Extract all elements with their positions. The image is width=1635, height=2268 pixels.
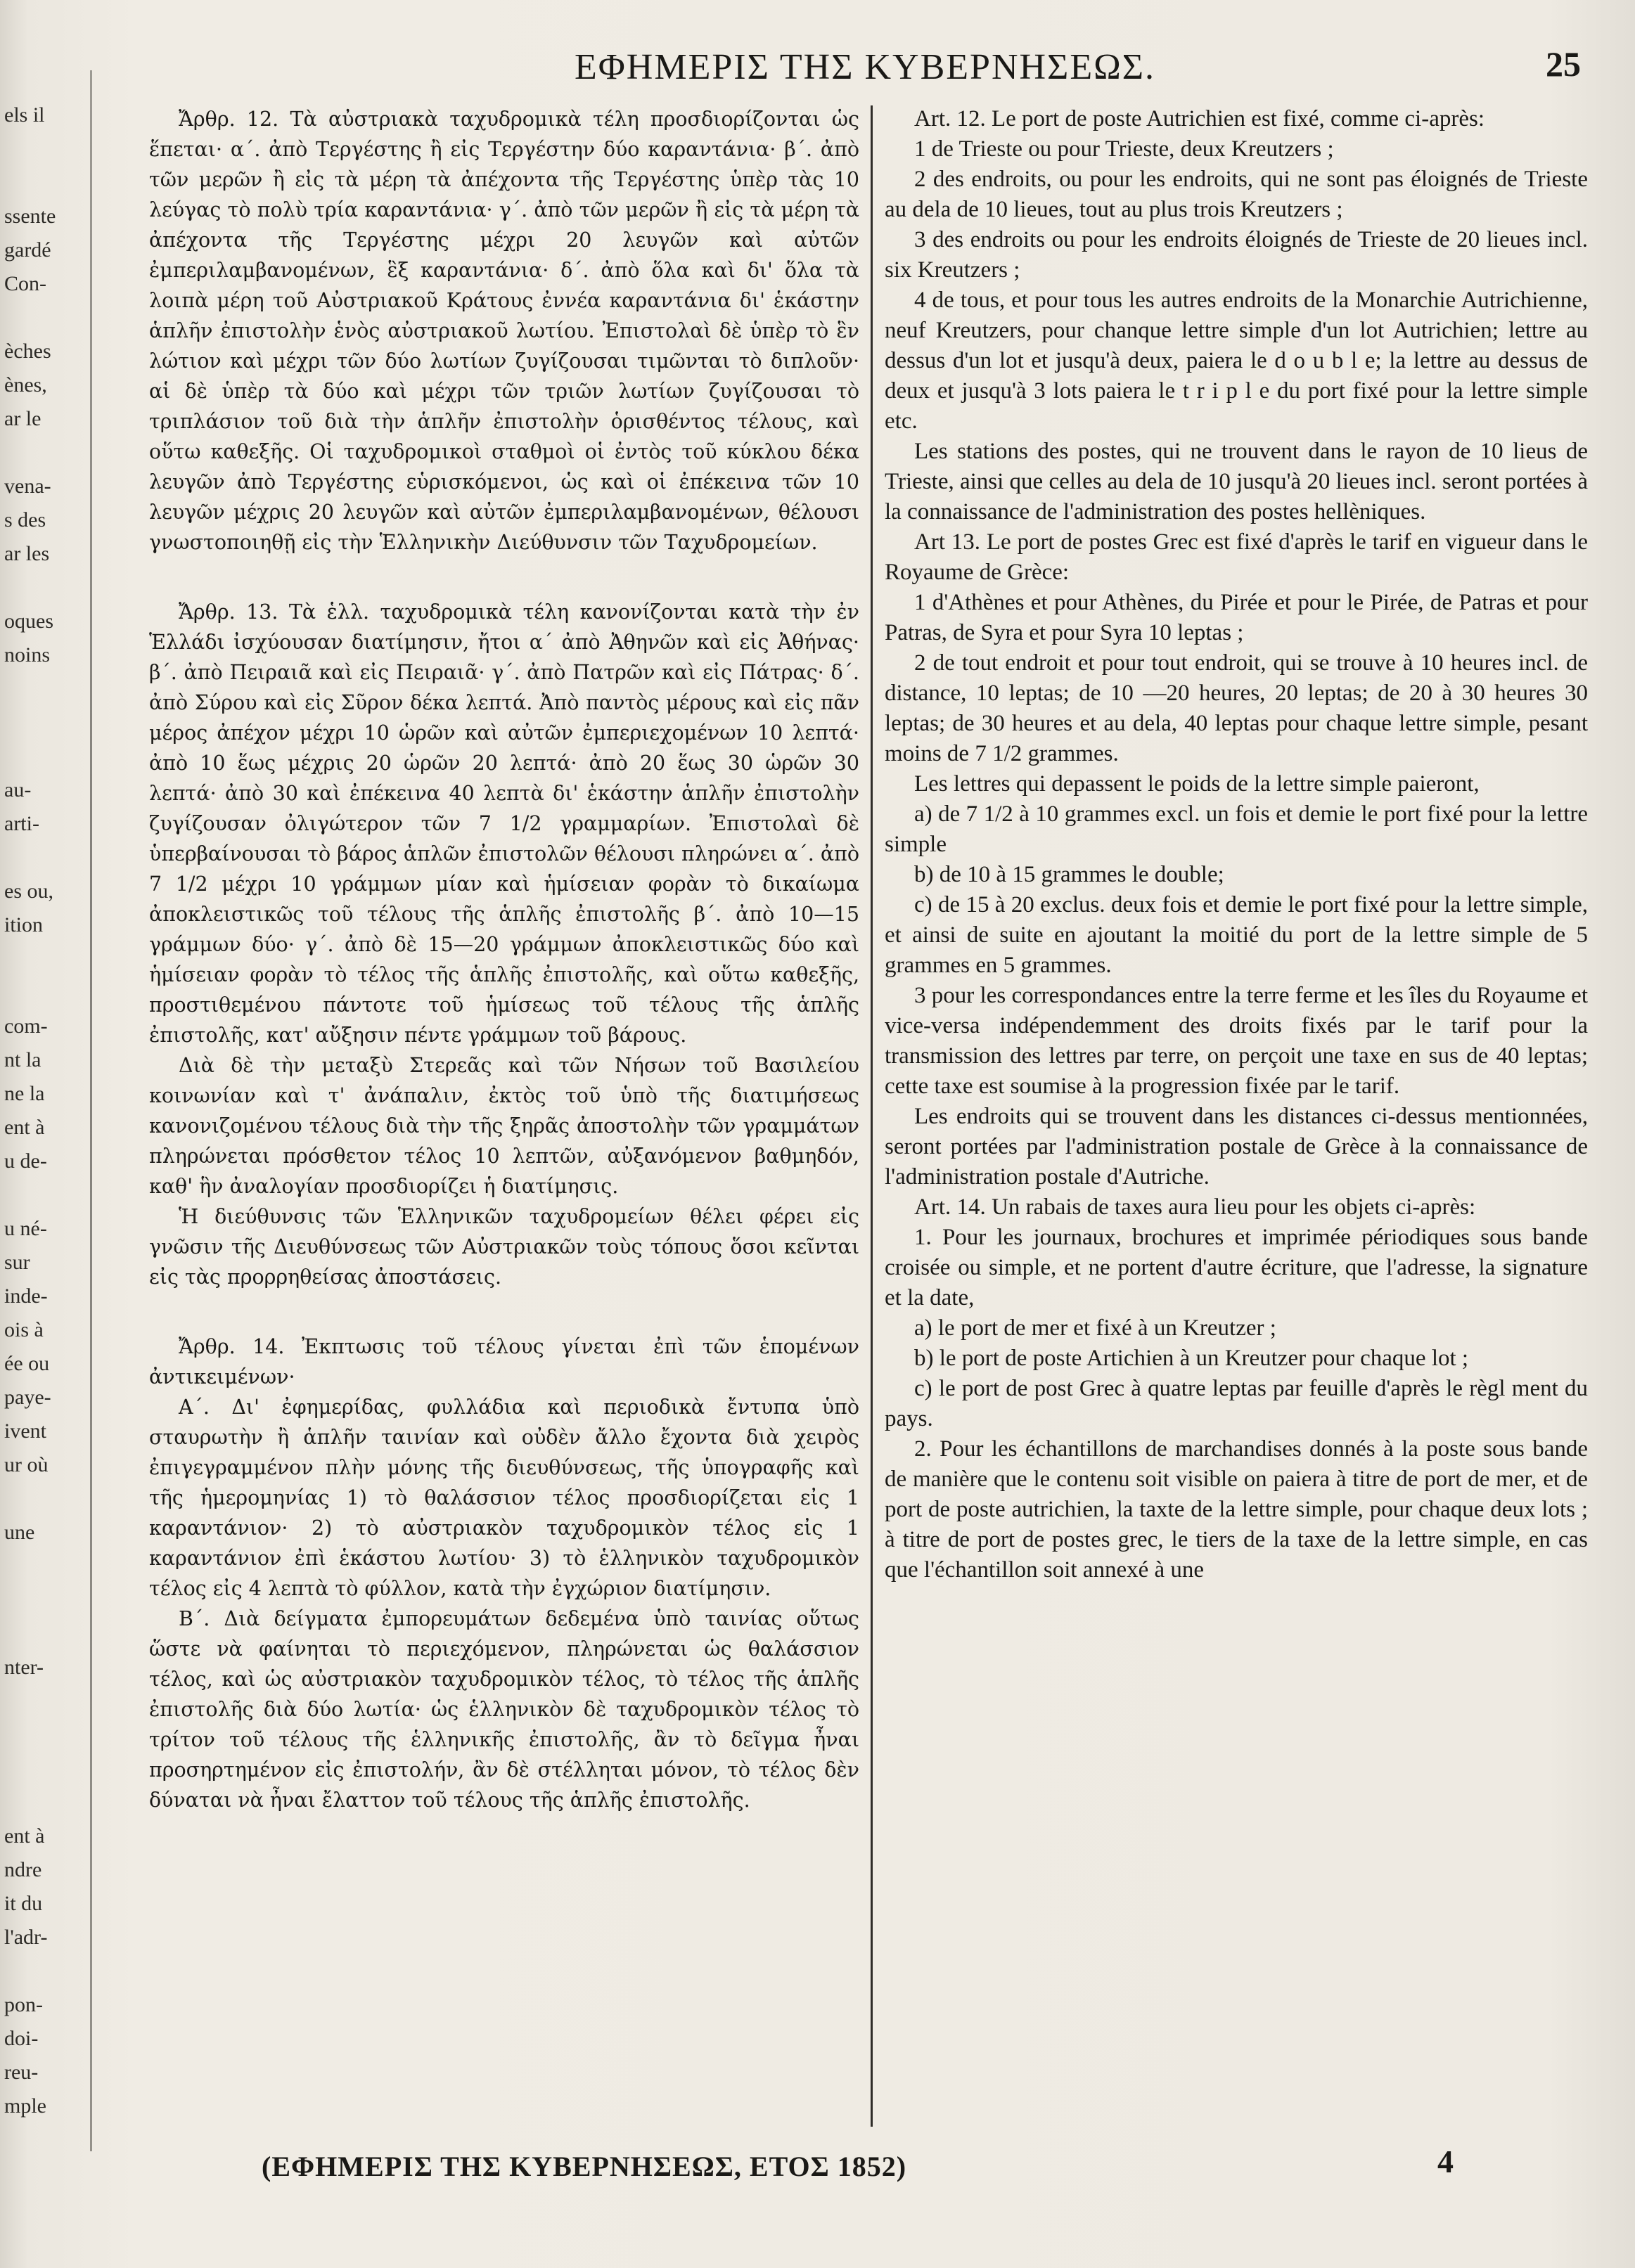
margin-fragment: ne la (4, 1082, 45, 1105)
french-paragraph: Les endroits qui se trouvent dans les distances ci-dessus mentionnées, seront portées par l'administration postale de Grèce à la connaissance de l'administration postale d'Autriche. (885, 1104, 1588, 1190)
margin-fragment: sur (4, 1251, 30, 1274)
margin-fragment: com- (4, 1014, 48, 1038)
margin-fragment: ée ou (4, 1352, 50, 1375)
page-title: ΕΦΗΜΕΡΙΣ ΤΗΣ ΚΥΒΕΡΝΗΣΕΩΣ. (575, 47, 1155, 87)
margin-fragment: nt la (4, 1048, 41, 1071)
margin-fragment: nter- (4, 1656, 44, 1679)
french-subitem: a) de 7 1/2 à 10 grammes excl. un fois et demie le port fixé pour la lettre simple (885, 801, 1588, 857)
margin-fragment: Con- (4, 272, 46, 295)
margin-fragment: s des (4, 508, 46, 531)
margin-fragment: ar le (4, 407, 41, 430)
french-item: 3 des endroits ou pour les endroits éloignés de Trieste de 20 lieues incl. six Kreutzers ; (885, 227, 1588, 283)
margin-fragment: au- (4, 778, 32, 801)
greek-column (149, 104, 859, 1815)
french-subitem: b) le port de poste Artichien à un Kreutzer pour chaque lot ; (914, 1346, 1469, 1371)
greek-article-13: Ἄρθρ. 13. Τὰ ἑλλ. ταχυδρομικὰ τέλη κανονίζονται κατὰ τὴν ἐν Ἑλλάδι ἰσχύουσαν διατίμησιν, ἤτοι α΄ ἀπὸ Ἀθηνῶν καὶ εἰς Ἀθήνας· β΄. ἀπὸ Πειραιᾶ καὶ εἰς Πειραιᾶ· γ΄. ἀπὸ Πατρῶν καὶ εἰς Πάτρας· δ΄. ἀπὸ Σύρου καὶ εἰς Σῦρον δέκα λεπτά. Ἀπὸ παντὸς μέρους καὶ εἰς πᾶν μέρος ἀπέχον μέχρι 10 ὡρῶν καὶ αὐτῶν ἐμπεριεχομένων 10 λεπτά· ἀπὸ 10 ἕως μέχρις 20 ὡρῶν 20 λεπτά· ἀπὸ 20 ἕως 30 ὡρῶν 30 λεπτά· ἀπὸ 30 καὶ ἐπέκεινα 40 λεπτὰ δι' ἑκάστην ἁπλῆν ἐπιστολὴν ζυγίζουσαν ὀλιγώτερον τῶν 7 1/2 γραμμαρίων. Ἐπιστολαὶ δὲ ὑπερβαίνουσαι τὸ βάρος ἁπλῶν ἐπιστολῶν θέλουσι πληρώνει α΄. ἀπὸ 7 1/2 μέχρι 10 γράμμων μίαν καὶ ἡμίσειαν φορὰν τὸ δικαίωμα ἀποκλειστικῶς τοῦ τέλους τῆς ἁπλῆς ἐπιστολῆς β΄. ἀπὸ 10—15 γράμμων δύο· γ΄. ἀπὸ δὲ 15—20 γράμμων ἀποκλειστικῶς δύο καὶ ἡμίσειαν φορὰν τὸ τέλος τῆς ἁπλῆς ἐπιστολῆς, καὶ οὕτω καθεξῆς, προστιθεμένου πάντοτε τοῦ ἡμίσεως τοῦ τέλους τῆς ἁπλῆς ἐπιστολῆς, κατ' αὔξησιν πέντε γράμμων τοῦ βάρους. (149, 600, 859, 1047)
greek-article-14: Ἄρθρ. 14. Ἐκπτωσις τοῦ τέλους γίνεται ἐπὶ τῶν ἑπομένων ἀντικειμένων· (149, 1335, 859, 1388)
margin-fragment: ois à (4, 1318, 44, 1341)
footer-imprint: (ΕΦΗΜΕΡΙΣ ΤΗΣ ΚΥΒΕΡΝΗΣΕΩΣ, ΕΤΟΣ 1852) (262, 2151, 907, 2182)
margin-fragment: pon- (4, 1993, 43, 2016)
margin-fragment: ndre (4, 1858, 42, 1881)
french-item: 1 de Trieste ou pour Trieste, deux Kreutzers ; (914, 136, 1334, 162)
margin-fragment: ent à (4, 1824, 45, 1848)
margin-fragment: vena- (4, 475, 51, 498)
margin-fragment: ent à (4, 1116, 45, 1139)
binding-shadow (90, 70, 92, 2151)
greek-article-14-b: Β΄. Διὰ δείγματα ἐμπορευμάτων δεδεμένα ὑπὸ ταινίας οὕτως ὥστε νὰ φαίνηται τὸ περιεχόμενον, πληρώνεται ὡς θαλάσσιον τέλος, καὶ ὡς αὐστριακὸν ταχυδρομικὸν τέλος, τὸ τέλος τῆς ἁπλῆς ἐπιστολῆς διὰ δύο λωτία· ὡς ἑλληνικὸν δὲ ταχυδρομικὸν τέλος τὸ τρίτον τοῦ τέλους τῆς ἑλληνικῆς ἐπιστολῆς, ἂν τὸ δεῖγμα ἦναι προσηρτημένον εἰς ἐπιστολήν, ἂν δὲ στέλληται μόνον, τὸ τέλος δὲν δύναται νὰ ἦναι ἔλαττον τοῦ τέλους τῆς ἁπλῆς ἐπιστολῆς. (149, 1607, 859, 1812)
margin-fragment: es ou, (4, 880, 53, 903)
french-subitem: a) le port de mer et fixé à un Kreutzer ; (914, 1315, 1276, 1341)
margin-fragment: els il (4, 103, 45, 127)
margin-fragment: gardé (4, 238, 51, 262)
greek-paragraph-directorate: Ἡ διεύθυνσις τῶν Ἑλληνικῶν ταχυδρομείων θέλει φέρει εἰς γνῶσιν τῆς Διευθύνσεως τῶν Αὐστριακῶν τοὺς τόπους ὅσοι κεῖνται εἰς τὰς προρρηθείσας ἀποστάσεις. (149, 1205, 859, 1289)
greek-paragraph-islands: Διὰ δὲ τὴν μεταξὺ Στερεᾶς καὶ τῶν Νήσων τοῦ Βασιλείου κοινωνίαν καὶ τ' ἀνάπαλιν, ἐκτὸς τοῦ ὑπὸ τῆς διατιμήσεως κανονιζομένου τέλους διὰ τὴν τῆς ξηρᾶς ἀποστολὴν τῶν γραμμάτων πληρώνεται πρόσθετον τέλος 10 λεπτῶν, αὐξανόμενον βαθμηδόν, καθ' ἣν ἀναλογίαν προσδιορίζει ἡ διατίμησις. (149, 1054, 859, 1198)
french-item: 4 de tous, et pour tous les autres endroits de la Monarchie Autrichienne, neuf Kreutzers, pour chanque lettre simple d'un lot Autrichien; lettre au dessus d'un lot et jusqu'à deux, paiera le d o u b l e; la lettre au dessus de deux et jusqu'à 3 lots paiera le t r i p l e du port fixé pour la lettre simple etc. (885, 288, 1588, 434)
page-number: 25 (1546, 44, 1581, 84)
french-subitem: c) de 15 à 20 exclus. deux fois et demie le port fixé pour la lettre simple, et ainsi de suite en ajoutant la moitié du port de la lettre simple de 5 grammes en 5 grammes. (885, 892, 1588, 978)
french-item: 2. Pour les échantillons de marchandises donnés à la poste sous bande de manière que le contenu soit visible on paiera à titre de port de mer, et de port de poste autrichien, la taxte de la lettre simple, pour chaque deux lots ; à titre de port de postes grec, le tiers de la taxe de la lettre simple, en cas que l'échantillon soit annexé à une (885, 1436, 1588, 1583)
french-item: 1 d'Athènes et pour Athènes, du Pirée et pour le Pirée, de Patras et pour Patras, de Syra et pour Syra 10 leptas ; (885, 590, 1588, 645)
margin-fragment: oques (4, 610, 53, 633)
margin-fragment: mple (4, 2094, 46, 2118)
margin-fragment: l'adr- (4, 1926, 48, 1949)
margin-fragment: ivent (4, 1419, 46, 1443)
margin-fragment: èches (4, 340, 51, 363)
margin-fragment: reu- (4, 2061, 39, 2084)
margin-fragment: ènes, (4, 373, 47, 397)
french-article-14: Art. 14. Un rabais de taxes aura lieu pour les objets ci-après: (914, 1194, 1476, 1220)
column-divider (871, 105, 873, 2127)
french-subitem: b) de 10 à 15 grammes le double; (914, 862, 1224, 887)
french-paragraph: Les lettres qui depassent le poids de la lettre simple paieront, (914, 771, 1480, 797)
french-item: 1. Pour les journaux, brochures et imprimée périodiques sous bande croisée ou simple, et ne portent d'autre écriture, que l'adresse, la signature et la date, (885, 1225, 1588, 1310)
french-article-13: Art 13. Le port de postes Grec est fixé d'après le tarif en vigueur dans le Royaume de Grèce: (885, 529, 1588, 585)
margin-fragment: une (4, 1521, 35, 1544)
french-item: 2 de tout endroit et pour tout endroit, qui se trouve à 10 heures incl. de distance, 10 leptas; de 10 —20 heures, 20 leptas; de 20 à 30 heures 30 leptas; de 30 heures et au dela, 40 leptas pour chaque lettre simple, pesant moins de 7 1/2 grammes. (885, 650, 1588, 766)
margin-fragment: ition (4, 913, 44, 936)
margin-fragment: noins (4, 643, 51, 666)
previous-page-margin (0, 98, 84, 2137)
margin-fragment: u de- (4, 1149, 47, 1173)
greek-article-12: Ἄρθρ. 12. Τὰ αὐστριακὰ ταχυδρομικὰ τέλη προσδιορίζονται ὡς ἕπεται· α΄. ἀπὸ Τεργέστης ἢ εἰς Τεργέστην δύο καραντάνια· β΄. ἀπὸ τῶν μερῶν ἢ εἰς τὰ μέρη τὰ ἀπέχοντα τῆς Τεργέστης ὑπὲρ τὰς 10 λεύγας τὸ πολὺ τρία καραντάνια· γ΄. ἀπὸ τῶν μερῶν ἢ εἰς τὰ μέρη τὰ ἀπέχοντα τῆς Τεργέστης μέχρι 20 λευγῶν καὶ αὐτῶν ἐμπεριλαμβανομένων, ἓξ καραντάνια· δ΄. ἀπὸ ὅλα καὶ δι' ὅλα τὰ λοιπὰ μέρη τοῦ Αὐστριακοῦ Κράτους ἐννέα καραντάνια δι' ἑκάστην ἁπλῆν ἐπιστολὴν ἑνὸς αὐστριακοῦ λωτίου. Ἐπιστολαὶ δὲ ὑπὲρ τὸ ἓν λώτιον καὶ μέχρι τῶν δύο λωτίων ζυγίζουσαι τιμῶνται τὸ διπλοῦν· αἱ δὲ ὑπὲρ τὰ δύο καὶ μέχρι τῶν τριῶν λωτίων ζυγίζουσαι τὸ τριπλάσιον τοῦ διὰ τὴν ἁπλῆν ἐπιστολὴν ὁρισθέντος τέλους, καὶ οὕτω καθεξῆς. Οἱ ταχυδρομικοὶ σταθμοὶ οἱ ἐντὸς τοῦ κύκλου δέκα λευγῶν ἀπὸ Τεργέστης εὑρισκόμενοι, ὡς καὶ οἱ ἐπέκεινα τῶν 10 λευγῶν μέχρις 20 λευγῶν καὶ αὐτῶν ἐμπεριλαμβανομένων, θέλουσι γνωστοποιηθῇ εἰς τὴν Ἑλληνικὴν Διεύθυνσιν τῶν Ταχυδρομείων. (149, 108, 859, 554)
page-header (134, 46, 1596, 89)
french-article-12: Art. 12. Le port de poste Autrichien est fixé, comme ci-après: (914, 106, 1485, 131)
french-column (885, 104, 1588, 1585)
french-subitem: c) le port de post Grec à quatre leptas par feuille d'après le règl ment du pays. (885, 1376, 1588, 1431)
margin-fragment: paye- (4, 1386, 51, 1409)
margin-fragment: arti- (4, 812, 39, 835)
margin-fragment: inde- (4, 1284, 48, 1308)
margin-fragment: ssente (4, 205, 56, 228)
french-paragraph: Les stations des postes, qui ne trouvent dans le rayon de 10 lieus de Trieste, ainsi que celles au dela de 10 jusqu'à 20 lieues incl. seront portées à la connaissance de l'administration des postes hellèniques. (885, 439, 1588, 524)
greek-article-14-a: Α΄. Δι' ἐφημερίδας, φυλλάδια καὶ περιοδικὰ ἔντυπα ὑπὸ σταυρωτὴν ἢ ἁπλῆν ταινίαν καὶ οὐδὲν ἄλλο ἔχοντα διὰ χειρὸς ἐπιγεγραμμένον πλὴν μόνης τῆς διευθύνσεως, τῆς ὑπογραφῆς καὶ τῆς ἡμερομηνίας 1) τὸ θαλάσσιον τέλος προσδιορίζεται εἰς 1 καραντάνιον· 2) τὸ αὐστριακὸν ταχυδρομικὸν τέλος εἰς 1 καραντάνιον ἐπὶ ἑκάστου λωτίου· 3) τὸ ἑλληνικὸν ταχυδρομικὸν τέλος εἰς 4 λεπτὰ τὸ φύλλον, κατὰ τὴν ἐγχώριον διατίμησιν. (149, 1396, 859, 1600)
margin-fragment: ur où (4, 1453, 49, 1476)
margin-fragment: it du (4, 1892, 43, 1915)
margin-fragment: u né- (4, 1217, 47, 1240)
margin-fragment: doi- (4, 2027, 39, 2050)
french-item: 3 pour les correspondances entre la terre ferme et les îles du Royaume et vice-versa indépendemment des droits fixés par le tarif pour la transmission des lettres par terre, on perçoit une taxe en sus de 40 leptas; cette taxe est soumise à la progression fixée par le tarif. (885, 983, 1588, 1099)
french-item: 2 des endroits, ou pour les endroits, qui ne sont pas éloignés de Trieste au dela de 10 lieues, tout au plus trois Kreutzers ; (885, 167, 1588, 222)
margin-fragment: ar les (4, 542, 50, 565)
signature-mark: 4 (1437, 2144, 1454, 2179)
